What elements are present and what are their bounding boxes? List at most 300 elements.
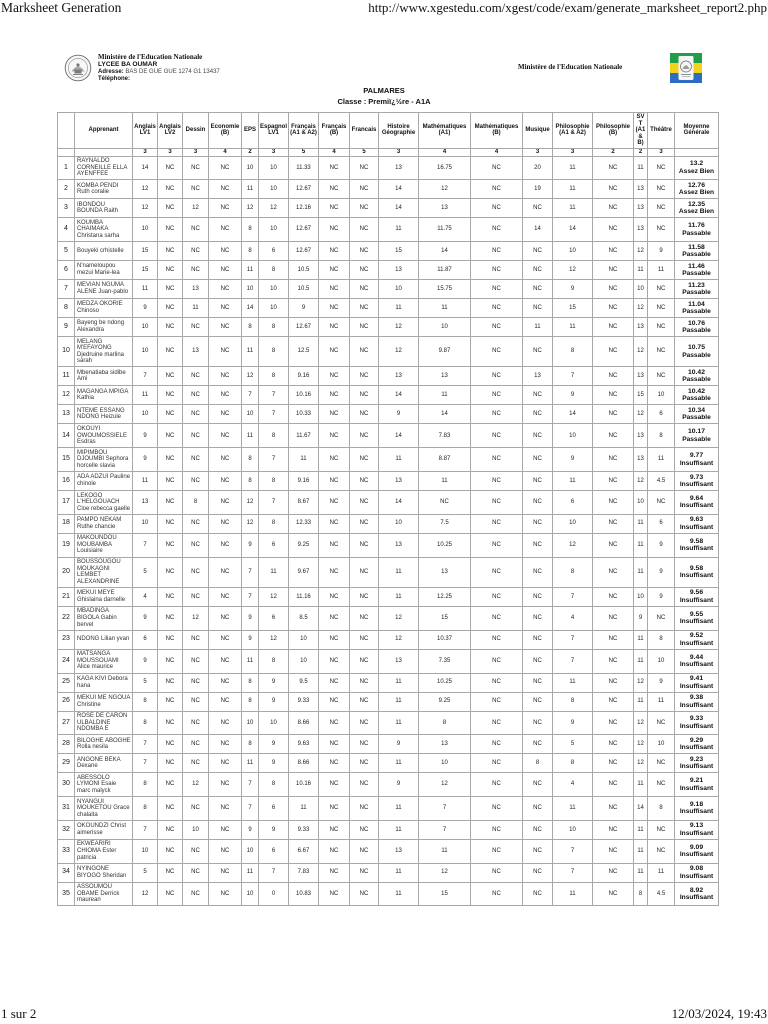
mark-cell: NC (209, 773, 242, 797)
mark-cell: NC (593, 773, 634, 797)
average-cell (675, 533, 719, 557)
student-rank: 16 (58, 472, 75, 491)
mark-cell: NC (183, 692, 209, 711)
mark-cell: 11 (133, 280, 158, 299)
subject-header: Philosophie (B) (593, 113, 634, 149)
subject-coefficient: 4 (419, 148, 471, 156)
student-rank: 15 (58, 448, 75, 472)
mark-cell: 15 (419, 606, 471, 630)
mark-cell: NC (158, 280, 183, 299)
mark-cell: NC (209, 820, 242, 839)
student-rank: 14 (58, 424, 75, 448)
average-value: 9.13 (689, 822, 704, 830)
student-rank: 1 (58, 156, 75, 180)
mark-cell: 7 (242, 773, 259, 797)
mark-cell: 15 (379, 242, 419, 261)
mark-cell: NC (471, 472, 523, 491)
student-row (58, 649, 719, 673)
mark-cell: 9 (648, 587, 675, 606)
mark-cell: NC (209, 156, 242, 180)
subject-header: Espagnol LV1 (259, 113, 289, 149)
mark-cell: NC (209, 318, 242, 337)
mark-cell: NC (183, 533, 209, 557)
mark-cell: NC (523, 839, 553, 863)
mark-cell: NC (471, 673, 523, 692)
student-rank: 28 (58, 735, 75, 754)
student-name: BOUSSOUGOU MOUKAGNI LEMBET ALEXANDRINE (75, 557, 133, 587)
subject-header: Mathématiques (B) (471, 113, 523, 149)
mark-cell: NC (183, 735, 209, 754)
student-row (58, 606, 719, 630)
mark-cell: 10 (648, 649, 675, 673)
mark-cell: NC (209, 472, 242, 491)
mark-cell: NC (319, 337, 350, 367)
mark-cell: 11 (242, 754, 259, 773)
student-rank: 8 (58, 299, 75, 318)
average-value: 9.18 (689, 800, 704, 808)
mark-cell: NC (350, 630, 379, 649)
mark-cell: NC (471, 711, 523, 735)
mark-cell: 10.83 (289, 882, 319, 906)
mark-cell: 12.25 (419, 587, 471, 606)
mark-cell: NC (350, 863, 379, 882)
student-rank: 4 (58, 218, 75, 242)
mark-cell: 8 (648, 424, 675, 448)
mark-cell: 9.67 (289, 557, 319, 587)
mark-cell: 12 (133, 180, 158, 199)
student-row (58, 514, 719, 533)
mark-cell: 13 (419, 735, 471, 754)
phone-label: Téléphone: (98, 76, 131, 83)
mark-cell: NC (350, 735, 379, 754)
mark-cell: NC (471, 156, 523, 180)
mark-cell: 11 (553, 180, 593, 199)
mark-cell: 9 (133, 606, 158, 630)
mark-cell: 10 (242, 882, 259, 906)
mark-cell: 10 (133, 514, 158, 533)
rank-header (58, 113, 75, 149)
student-name: ABESSOLO LYMONI Esaie marc malyck (75, 773, 133, 797)
mark-cell: 8 (648, 797, 675, 821)
mark-cell: NC (158, 630, 183, 649)
average-cell (675, 587, 719, 606)
mark-cell: NC (183, 514, 209, 533)
mark-cell: 6 (259, 839, 289, 863)
mark-cell: NC (183, 448, 209, 472)
mark-cell: 12 (183, 199, 209, 218)
mark-cell: 7 (242, 587, 259, 606)
mark-cell: 8 (259, 367, 289, 386)
mark-cell: 4 (553, 606, 593, 630)
mark-cell: 15.75 (419, 280, 471, 299)
average-cell (675, 649, 719, 673)
student-name: Bayeng be ndong Alexandra (75, 318, 133, 337)
mark-cell: 10 (259, 180, 289, 199)
mark-cell: 8.67 (289, 491, 319, 515)
average-value: 9.63 (689, 516, 704, 524)
average-mention: Insuffisant (679, 545, 714, 553)
mark-cell: NC (350, 180, 379, 199)
student-name: BILOGHE ABOGHE Rolla nesila (75, 735, 133, 754)
mark-cell: NC (350, 156, 379, 180)
student-row (58, 557, 719, 587)
mark-cell: NC (471, 557, 523, 587)
mark-cell: 8 (242, 472, 259, 491)
student-rank: 17 (58, 491, 75, 515)
mark-cell: 11 (419, 472, 471, 491)
mark-cell: NC (471, 797, 523, 821)
mark-cell: 6 (259, 533, 289, 557)
page-number: 1 sur 2 (1, 1006, 37, 1021)
average-mention: Passable (682, 351, 711, 359)
mark-cell: NC (158, 735, 183, 754)
student-rank: 20 (58, 557, 75, 587)
mark-cell: NC (209, 337, 242, 367)
student-row (58, 337, 719, 367)
average-cell (675, 863, 719, 882)
mark-cell: NC (158, 882, 183, 906)
average-mention: Passable (682, 414, 711, 422)
mark-cell: NC (209, 692, 242, 711)
mark-cell: 9 (553, 280, 593, 299)
mark-cell: NC (648, 606, 675, 630)
mark-cell: 9 (289, 299, 319, 318)
mark-cell: 7 (553, 630, 593, 649)
mark-cell: 8 (523, 754, 553, 773)
mark-cell: NC (319, 711, 350, 735)
mark-cell: 11 (242, 863, 259, 882)
mark-cell: 10.16 (289, 773, 319, 797)
mark-cell: NC (350, 773, 379, 797)
student-row (58, 261, 719, 280)
mark-cell: NC (183, 649, 209, 673)
mark-cell: NC (648, 218, 675, 242)
mark-cell: 6 (553, 491, 593, 515)
mark-cell: 14 (242, 299, 259, 318)
mark-cell: NC (158, 863, 183, 882)
mark-cell: 12 (634, 337, 648, 367)
mark-cell: NC (319, 299, 350, 318)
student-name-header: Apprenant (75, 113, 133, 149)
subject-coefficient: 3 (158, 148, 183, 156)
mark-cell: NC (593, 261, 634, 280)
student-row (58, 156, 719, 180)
average-mention: Passable (682, 270, 711, 278)
subject-header: Français (A1 & A2) (289, 113, 319, 149)
subject-coefficient: 5 (350, 148, 379, 156)
student-row (58, 882, 719, 906)
mark-cell: 9 (259, 692, 289, 711)
mark-cell: NC (209, 735, 242, 754)
student-row (58, 180, 719, 199)
mark-cell: 10 (133, 839, 158, 863)
student-name: NTEME ESSANG NDONG Heizule (75, 405, 133, 424)
mark-cell: 14 (379, 199, 419, 218)
average-value: 9.29 (689, 736, 704, 744)
mark-cell: 11 (379, 218, 419, 242)
mark-cell: 9.16 (289, 367, 319, 386)
mark-cell: 9 (133, 299, 158, 318)
student-rank: 10 (58, 337, 75, 367)
average-value: 9.33 (689, 715, 704, 723)
mark-cell: 6 (133, 630, 158, 649)
mark-cell: NC (471, 754, 523, 773)
mark-cell: 14 (419, 405, 471, 424)
average-mention: Insuffisant (679, 618, 714, 626)
mark-cell: NC (319, 424, 350, 448)
mark-cell: 6 (259, 242, 289, 261)
mark-cell: 8 (553, 337, 593, 367)
mark-cell: 8 (242, 735, 259, 754)
mark-cell: NC (593, 337, 634, 367)
mark-cell: NC (593, 673, 634, 692)
mark-cell: 11 (379, 711, 419, 735)
mark-cell: NC (209, 514, 242, 533)
average-value: 9.77 (689, 452, 704, 460)
mark-cell: NC (471, 218, 523, 242)
mark-cell: NC (350, 299, 379, 318)
mark-cell: NC (471, 405, 523, 424)
average-value: 10.42 (687, 387, 705, 395)
mark-cell: 8 (259, 318, 289, 337)
mark-cell: 9 (133, 649, 158, 673)
mark-cell: NC (319, 557, 350, 587)
mark-cell: NC (183, 472, 209, 491)
mark-cell: NC (319, 386, 350, 405)
student-name: KOUMBA CHAIMAKA Christana sarha (75, 218, 133, 242)
mark-cell: NC (183, 673, 209, 692)
school-name: LYCEE BA OUMAR (98, 61, 158, 69)
mark-cell: 12 (242, 367, 259, 386)
coefficient-row (58, 148, 719, 156)
mark-cell: 9 (648, 557, 675, 587)
average-cell (675, 218, 719, 242)
mark-cell: NC (350, 587, 379, 606)
student-row (58, 754, 719, 773)
average-mention: Insuffisant (679, 502, 714, 510)
mark-cell: NC (471, 299, 523, 318)
student-name: LEKOGO L'HELGOUACH Cloe rebecca gaelle (75, 491, 133, 515)
average-value: 12.76 (687, 181, 705, 189)
mark-cell: 9 (379, 405, 419, 424)
average-cell (675, 386, 719, 405)
average-cell (675, 797, 719, 821)
mark-cell: 11 (379, 299, 419, 318)
mark-cell: NC (158, 261, 183, 280)
mark-cell: 9 (259, 673, 289, 692)
mark-cell: NC (593, 405, 634, 424)
mark-cell: 12 (379, 318, 419, 337)
mark-cell: 9.33 (289, 820, 319, 839)
average-cell (675, 180, 719, 199)
mark-cell: 11 (634, 839, 648, 863)
mark-cell: 11 (634, 557, 648, 587)
mark-cell: 8 (259, 649, 289, 673)
mark-cell: 10 (133, 218, 158, 242)
mark-cell: 9 (648, 533, 675, 557)
subject-header: Mathématiques (A1) (419, 113, 471, 149)
mark-cell: 11 (259, 557, 289, 587)
student-name: MEVIAN NGUMA ALENE Juan-pablo (75, 280, 133, 299)
mark-cell: NC (350, 692, 379, 711)
mark-cell: NC (183, 754, 209, 773)
mark-cell: 11 (242, 649, 259, 673)
mark-cell: NC (158, 797, 183, 821)
student-row (58, 673, 719, 692)
mark-cell: NC (319, 673, 350, 692)
subject-coefficient: 3 (183, 148, 209, 156)
mark-cell: 11 (523, 318, 553, 337)
mark-cell: NC (209, 673, 242, 692)
mark-cell: 12 (259, 630, 289, 649)
mark-cell: 7 (133, 735, 158, 754)
mark-cell: NC (183, 386, 209, 405)
mark-cell: 7 (259, 386, 289, 405)
mark-cell: NC (593, 735, 634, 754)
mark-cell: 7 (242, 557, 259, 587)
average-cell (675, 839, 719, 863)
mark-cell: 12 (259, 587, 289, 606)
mark-cell: NC (593, 218, 634, 242)
mark-cell: 14 (379, 424, 419, 448)
mark-cell: 14 (133, 156, 158, 180)
mark-cell: NC (593, 367, 634, 386)
mark-cell: NC (319, 754, 350, 773)
mark-cell: 12 (242, 199, 259, 218)
student-name: ANGONE BEKA Dexane (75, 754, 133, 773)
mark-cell: 10 (419, 318, 471, 337)
mark-cell: NC (158, 839, 183, 863)
average-mention: Insuffisant (679, 572, 714, 580)
student-row (58, 630, 719, 649)
mark-cell: 8 (259, 337, 289, 367)
mark-cell: 12 (419, 180, 471, 199)
mark-cell: NC (523, 711, 553, 735)
mark-cell: NC (209, 711, 242, 735)
average-mention: Passable (682, 327, 711, 335)
average-cell (675, 199, 719, 218)
average-value: 9.58 (689, 564, 704, 572)
mark-cell: 11 (379, 882, 419, 906)
mark-cell: NC (471, 261, 523, 280)
mark-cell: NC (319, 218, 350, 242)
mark-cell: NC (350, 606, 379, 630)
mark-cell: 7 (242, 797, 259, 821)
mark-cell: NC (158, 199, 183, 218)
mark-cell: 14 (379, 386, 419, 405)
mark-cell: NC (593, 514, 634, 533)
mark-cell: 12 (133, 199, 158, 218)
mark-cell: NC (158, 218, 183, 242)
subject-header: Francais (350, 113, 379, 149)
mark-cell: 8.87 (419, 448, 471, 472)
mark-cell: NC (593, 386, 634, 405)
mark-cell: NC (523, 649, 553, 673)
mark-cell: 7 (553, 839, 593, 863)
student-rank: 11 (58, 367, 75, 386)
mark-cell: NC (593, 649, 634, 673)
average-cell (675, 820, 719, 839)
mark-cell: 12 (242, 491, 259, 515)
student-rank: 12 (58, 386, 75, 405)
average-mention: Passable (682, 229, 711, 237)
mark-cell: 10.5 (289, 261, 319, 280)
mark-cell: NC (319, 735, 350, 754)
report-title: PALMARES (363, 86, 405, 95)
mark-cell: NC (350, 649, 379, 673)
mark-cell: NC (319, 587, 350, 606)
mark-cell: NC (209, 424, 242, 448)
mark-cell: NC (350, 318, 379, 337)
mark-cell: 8.5 (289, 606, 319, 630)
mark-cell: 11 (553, 797, 593, 821)
mark-cell: NC (471, 367, 523, 386)
mark-cell: NC (183, 318, 209, 337)
average-value: 9.21 (689, 777, 704, 785)
mark-cell: 6 (648, 514, 675, 533)
student-rank: 35 (58, 882, 75, 906)
average-value: 11.58 (688, 243, 705, 251)
mark-cell: 12 (634, 754, 648, 773)
mark-cell: 14 (553, 405, 593, 424)
mark-cell: 12 (379, 337, 419, 367)
average-mention: Assez Bien (678, 189, 715, 197)
mark-cell: NC (523, 863, 553, 882)
mark-cell: 12.5 (289, 337, 319, 367)
mark-cell: 5 (133, 557, 158, 587)
mark-cell: 12 (259, 199, 289, 218)
marks-table (57, 112, 719, 906)
average-cell (675, 514, 719, 533)
mark-cell: 13 (133, 491, 158, 515)
mark-cell: 7 (553, 649, 593, 673)
document-title: Marksheet Generation (1, 0, 122, 15)
student-rank: 21 (58, 587, 75, 606)
mark-cell: NC (209, 261, 242, 280)
mark-cell: NC (350, 199, 379, 218)
mark-cell: NC (648, 491, 675, 515)
mark-cell: 11 (553, 673, 593, 692)
mark-cell: 11.16 (289, 587, 319, 606)
mark-cell: NC (319, 367, 350, 386)
student-name: MEKUI MEYE Ghislaina darnelle (75, 587, 133, 606)
subject-coefficient: 3 (133, 148, 158, 156)
student-row (58, 242, 719, 261)
mark-cell: 12.67 (289, 242, 319, 261)
mark-cell: 13 (379, 367, 419, 386)
mark-cell: NC (593, 692, 634, 711)
mark-cell: 13 (634, 424, 648, 448)
mark-cell: 10 (259, 280, 289, 299)
mark-cell: NC (593, 863, 634, 882)
student-name: MBADINGA BIGOLA Gabin bervel (75, 606, 133, 630)
student-rank: 25 (58, 673, 75, 692)
mark-cell: NC (350, 839, 379, 863)
mark-cell: NC (471, 649, 523, 673)
mark-cell: NC (350, 218, 379, 242)
mark-cell: NC (350, 797, 379, 821)
mark-cell: 11 (634, 820, 648, 839)
average-mention: Insuffisant (679, 701, 714, 709)
mark-cell: NC (319, 692, 350, 711)
average-cell (675, 405, 719, 424)
mark-cell: NC (183, 261, 209, 280)
student-row (58, 692, 719, 711)
mark-cell: NC (648, 820, 675, 839)
mark-cell: 8.66 (289, 711, 319, 735)
average-value: 11.76 (688, 222, 705, 230)
mark-cell: NC (523, 280, 553, 299)
